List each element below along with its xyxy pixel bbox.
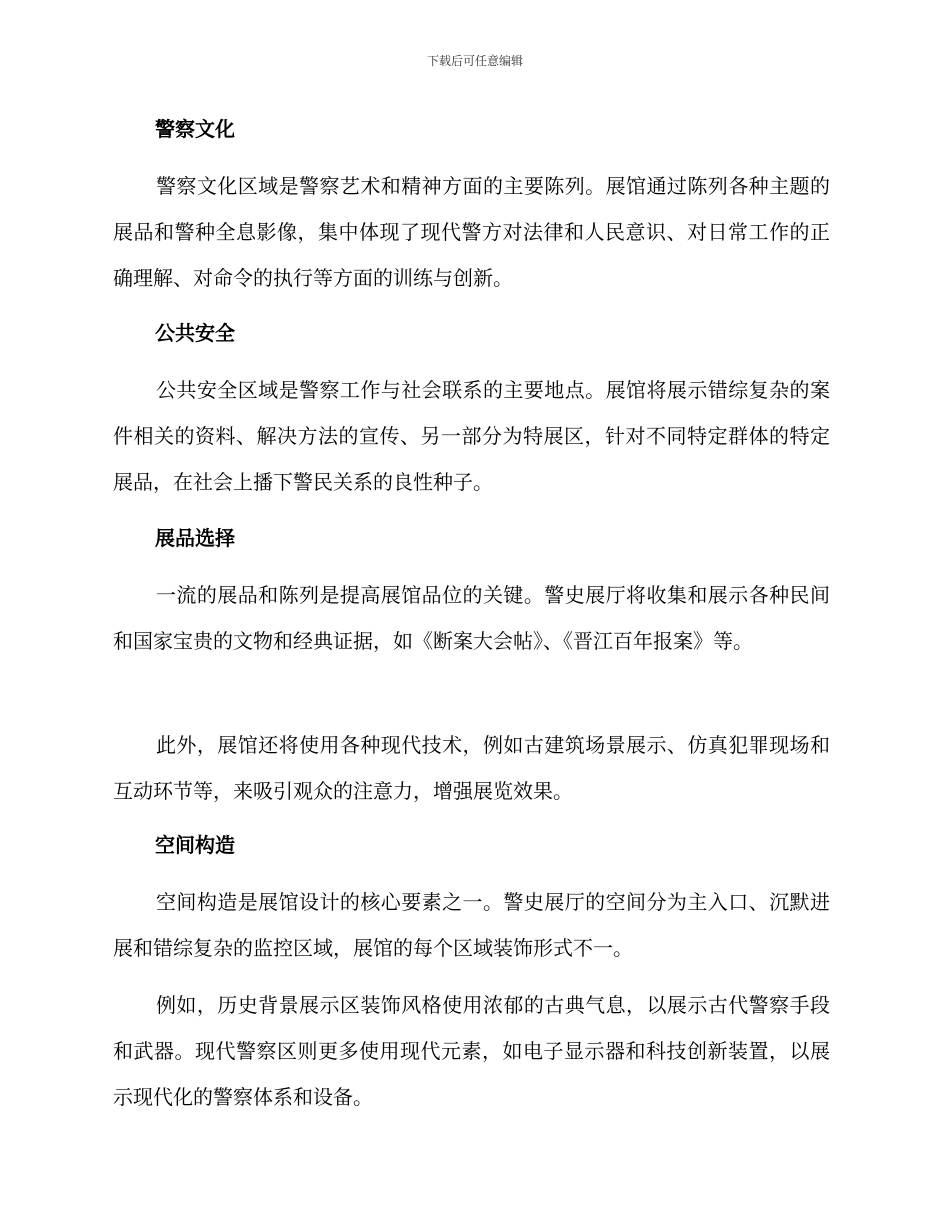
section-paragraph: 警察文化区域是警察艺术和精神方面的主要陈列。展馆通过陈列各种主题的展品和警种全息影像，集中体现了现代警方对法律和人民意识、对日常工作的正确理解、对命令的执行等方面的训练与创新。 [113,174,830,290]
section-title-exhibit-selection: 展品选择 [155,526,235,550]
section-paragraph: 此外，展馆还将使用各种现代技术，例如古建筑场景展示、仿真犯罪现场和互动环节等，来吸引观众的注意力，增强展览效果。 [113,733,830,803]
page-header-note: 下载后可任意编辑 [426,54,523,68]
section-title-spatial-structure: 空间构造 [155,833,235,857]
section-paragraph: 公共安全区域是警察工作与社会联系的主要地点。展馆将展示错综复杂的案件相关的资料、解决方法的宣传、另一部分为特展区，针对不同特定群体的特定展品，在社会上播下警民关系的良性种子。 [113,378,830,494]
section-paragraph: 例如，历史背景展示区装饰风格使用浓郁的古典气息，以展示古代警察手段和武器。现代警察区则更多使用现代元素，如电子显示器和科技创新装置，以展示现代化的警察体系和设备。 [113,993,830,1109]
section-paragraph: 空间构造是展馆设计的核心要素之一。警史展厅的空间分为主入口、沉默进展和错综复杂的监控区域，展馆的每个区域装饰形式不一。 [113,890,830,960]
section-title-police-culture: 警察文化 [155,117,235,141]
section-title-public-safety: 公共安全 [155,321,235,345]
section-paragraph: 一流的展品和陈列是提高展馆品位的关键。警史展厅将收集和展示各种民间和国家宝贵的文物和经典证据，如《断案大会帖》、《晋江百年报案》等。 [113,583,830,653]
